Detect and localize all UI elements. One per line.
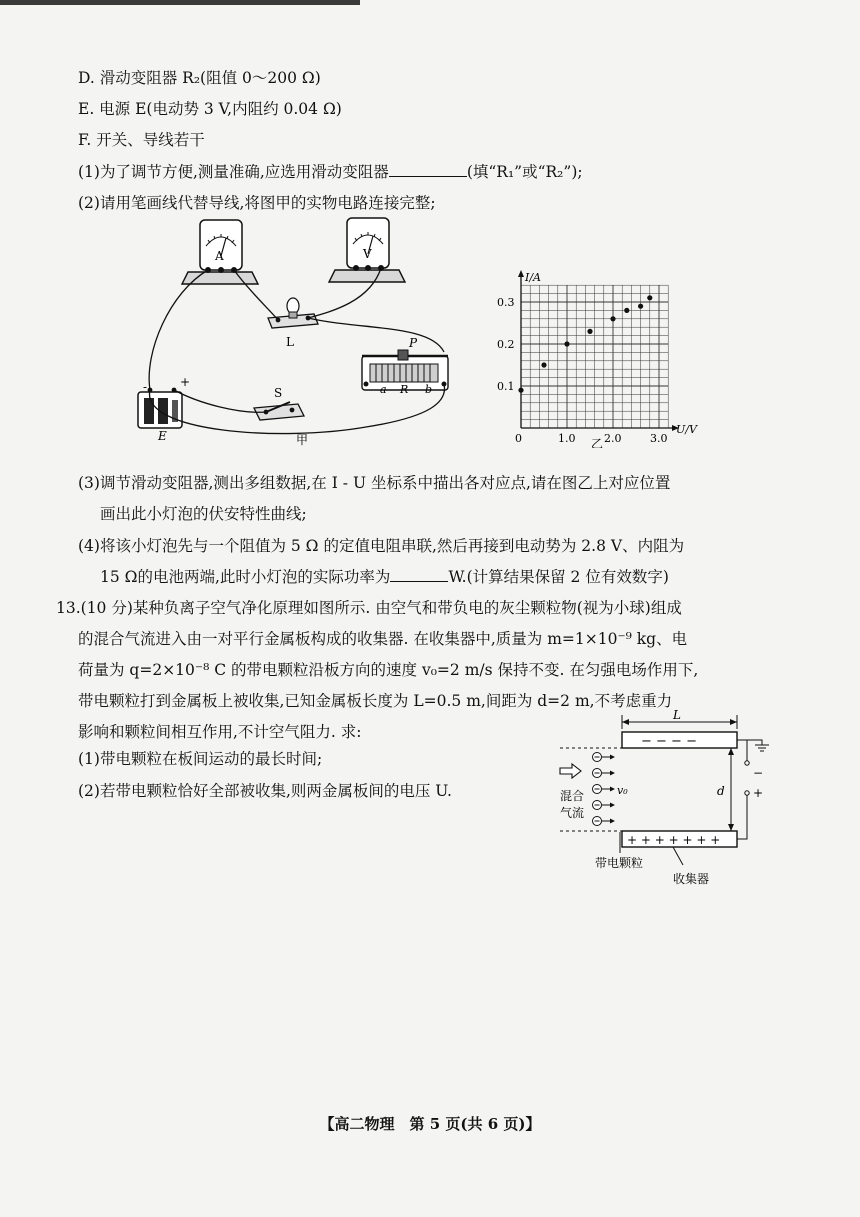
- answer-blank-1: [389, 162, 467, 177]
- ammeter-label: A: [215, 249, 224, 263]
- battery-label: E: [158, 429, 167, 443]
- q13-stem-line5: 影响和颗粒间相互作用,不计空气阻力. 求:: [78, 723, 362, 741]
- scan-top-edge: [0, 0, 360, 5]
- wire-bottom: [737, 795, 747, 839]
- velocity-label: v₀: [617, 784, 628, 797]
- terminal-minus: [745, 761, 749, 765]
- particle-arrowhead: [610, 803, 615, 808]
- gap-arrow-top: [728, 748, 734, 755]
- x-tick-label: 1.0: [558, 432, 576, 445]
- rheostat-p-label: P: [409, 336, 418, 350]
- q12-part4-cont: [100, 566, 669, 588]
- top-plate-charges: − − − −: [641, 734, 697, 749]
- gap-label: d: [717, 784, 725, 798]
- q12-part1-hint: (填“R₁”或“R₂”);: [466, 163, 583, 181]
- q12-part4: (4)将该小灯泡先与一个阻值为 5 Ω 的定值电阻串联,然后再接到电动势为 2.8 V、内阻为: [78, 537, 685, 555]
- q12-part4-unit: W.(计算结果保留 2 位有效数字): [448, 568, 669, 586]
- q13-sub2: (2)若带电颗粒恰好全部被收集,则两金属板间的电压 U.: [78, 782, 452, 800]
- x-axis-label: U/V: [676, 423, 697, 436]
- item-d: D. 滑动变阻器 R₂(阻值 0～200 Ω): [78, 69, 321, 87]
- lamp-label: L: [286, 335, 294, 349]
- collector-label: 收集器: [673, 872, 710, 886]
- data-point: [610, 316, 615, 321]
- q12-part2: (2)请用笔画线代替导线,将图甲的实物电路连接完整;: [78, 194, 436, 212]
- x-tick-label: 2.0: [604, 432, 622, 445]
- data-point: [564, 341, 569, 346]
- particle-arrowhead: [610, 771, 615, 776]
- y-axis-arrow: [518, 270, 524, 277]
- particle-arrowhead: [610, 819, 615, 824]
- y-tick-label: 0.3: [497, 296, 515, 309]
- collector-pointer: [673, 847, 683, 865]
- length-arrow-right: [730, 719, 737, 725]
- terminal-minus-label: −: [753, 766, 764, 780]
- terminal-plus: [745, 791, 749, 795]
- figure-jia-caption: 甲: [296, 433, 309, 447]
- answer-blank-2: [390, 567, 448, 582]
- switch-icon: [254, 402, 304, 420]
- q12-part1-text: (1)为了调节方便,测量准确,应选用滑动变阻器: [78, 163, 389, 181]
- particle-label: 带电颗粒: [595, 856, 644, 870]
- data-point: [638, 304, 643, 309]
- rheostat-a-label: a: [380, 383, 387, 396]
- q13-stem-line3: 荷量为 q=2×10⁻⁸ C 的带电颗粒沿板方向的速度 v₀=2 m/s 保持不变. 在匀强电场作用下,: [78, 661, 699, 679]
- data-point: [587, 329, 592, 334]
- y-tick-label: 0.1: [497, 380, 515, 393]
- terminal-plus-label: +: [753, 786, 764, 800]
- battery-plus: +: [180, 375, 191, 389]
- q12-part3-cont: 画出此小灯泡的伏安特性曲线;: [100, 505, 307, 523]
- collector-figure: [555, 705, 770, 890]
- q13-stem-line1: 13.(10 分)某种负离子空气净化原理如图所示. 由空气和带负电的灰尘颗粒物(视为小球)组成: [56, 599, 682, 617]
- bottom-plate-charges: + + + + + + +: [627, 833, 721, 847]
- page-footer: 【高二物理 第 5 页(共 6 页)】: [319, 1115, 541, 1133]
- figure-yi-caption: 乙: [591, 437, 604, 448]
- battery-minus: -: [143, 380, 148, 394]
- length-label: L: [673, 708, 681, 722]
- y-tick-label: 0.2: [497, 338, 515, 351]
- y-axis-label: I/A: [525, 271, 541, 284]
- data-point: [541, 362, 546, 367]
- q13-stem-line4: 带电颗粒打到金属板上被收集,已知金属板长度为 L=0.5 m,间距为 d=2 m,不考虑重力: [78, 692, 673, 710]
- lamp-icon: [268, 298, 318, 328]
- particles: [593, 753, 616, 826]
- x-tick-label: 3.0: [650, 432, 668, 445]
- q12-part3: (3)调节滑动变阻器,测出多组数据,在 I - U 坐标系中描出各对应点,请在图乙上对应位置: [78, 474, 671, 492]
- rheostat-r-label: R: [400, 383, 409, 396]
- graph-grid: [521, 285, 668, 428]
- length-arrow-left: [622, 719, 629, 725]
- switch-label: S: [274, 386, 283, 400]
- mixed-flow-label-2: 气流: [560, 806, 585, 820]
- q13-sub1: (1)带电颗粒在板间运动的最长时间;: [78, 750, 323, 768]
- particle-arrowhead: [610, 755, 615, 760]
- iu-graph: [495, 268, 725, 448]
- q12-part1: [78, 161, 583, 183]
- q13-stem-line2: 的混合气流进入由一对平行金属板构成的收集器. 在收集器中,质量为 m=1×10⁻⁹ kg、电: [78, 630, 688, 648]
- data-point: [647, 295, 652, 300]
- origin-label: 0: [515, 432, 522, 445]
- flow-arrow-icon: [560, 764, 581, 778]
- q12-part4-text: 15 Ω的电池两端,此时小灯泡的实际功率为: [100, 568, 391, 586]
- item-e: E. 电源 E(电动势 3 V,内阻约 0.04 Ω): [78, 100, 342, 118]
- mixed-flow-label-1: 混合: [560, 789, 585, 803]
- rheostat-b-label: b: [425, 383, 433, 396]
- circuit-figure-jia: [130, 212, 475, 447]
- wire-top: [737, 740, 762, 745]
- item-f: F. 开关、导线若干: [78, 131, 205, 149]
- gap-arrow-bottom: [728, 824, 734, 831]
- particle-arrowhead: [610, 787, 615, 792]
- data-point: [624, 308, 629, 313]
- voltmeter-label: V: [363, 247, 372, 261]
